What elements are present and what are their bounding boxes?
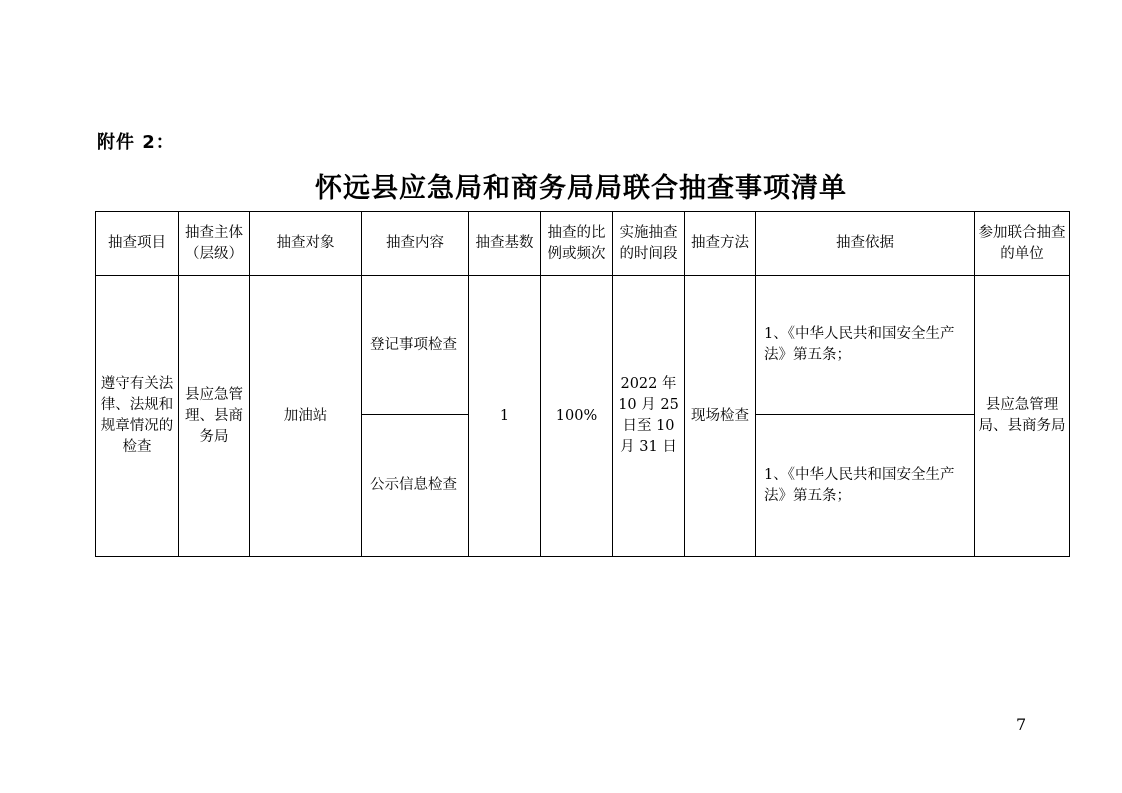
document-title: 怀远县应急局和商务局局联合抽查事项清单 [315,173,847,204]
cell-content-registration: 登记事项检查 [362,276,469,415]
cell-item: 遵守有关法律、法规和规章情况的检查 [96,276,179,557]
cell-content-public-info: 公示信息检查 [362,415,469,557]
cell-method: 现场检查 [685,276,756,557]
header-method: 抽查方法 [685,212,756,276]
header-ratio: 抽查的比例或频次 [541,212,613,276]
header-content: 抽查内容 [362,212,469,276]
cell-joint-units: 县应急管理局、县商务局 [975,276,1070,557]
header-joint-units: 参加联合抽查的单位 [975,212,1070,276]
header-period: 实施抽查的时间段 [613,212,685,276]
cell-subject: 县应急管理、县商务局 [179,276,250,557]
cell-target: 加油站 [250,276,362,557]
table-header-row [96,212,1070,276]
header-basis: 抽查依据 [756,212,975,276]
header-item: 抽查项目 [96,212,179,276]
cell-ratio: 100% [541,276,613,557]
attachment-label: 附件 2： [97,132,175,153]
cell-base: 1 [469,276,541,557]
cell-basis-2: 1、《中华人民共和国安全生产法》第五条； [756,415,975,557]
cell-period: 2022 年 10 月 25 日至 10 月 31 日 [613,276,685,557]
inspection-table [95,211,1070,557]
page-number: 7 [1016,715,1027,734]
header-target: 抽查对象 [250,212,362,276]
cell-basis-1: 1、《中华人民共和国安全生产法》第五条； [756,276,975,415]
header-subject: 抽查主体（层级） [179,212,250,276]
table-row [96,276,1070,415]
header-base: 抽查基数 [469,212,541,276]
